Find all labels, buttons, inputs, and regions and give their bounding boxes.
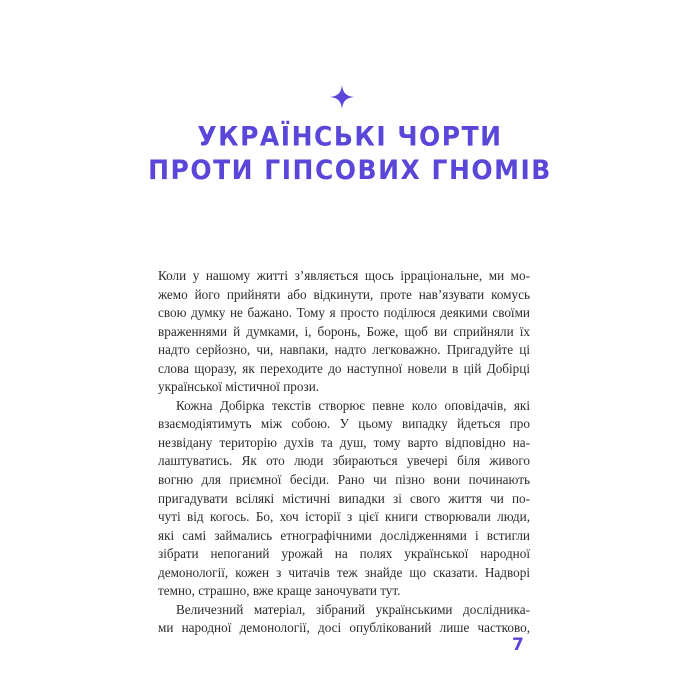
text-line: надто серйозно, чи, навпаки, надто легковажно. Пригадуйте ці bbox=[158, 342, 530, 358]
title-line: УКРАЇНСЬКІ ЧОРТИ bbox=[197, 121, 503, 152]
text-line: взаємодіятимуть між собою. У цьому випадку йдеться про bbox=[158, 416, 530, 432]
text-line: свою думку не бажано. Тому я просто поділюся деякими своїми bbox=[158, 305, 530, 321]
text-line: незвідану територію духів та душ, тому варто відповідно на- bbox=[158, 434, 530, 450]
paragraph bbox=[158, 601, 530, 638]
text-line: які самі займались етнографічними дослідженнями і встигли bbox=[158, 527, 530, 543]
text-line: демонології, кожен з читачів теж знайде що сказати. Надворі bbox=[158, 564, 530, 580]
text-line: зібрати непоганий урожай на полях української народної bbox=[158, 546, 530, 562]
text-line: української містичної прози. bbox=[158, 379, 320, 395]
text-line: пригадувати всілякі містичні випадки зі свого життя чи по- bbox=[158, 490, 530, 506]
text-line: ми народної демонології, досі опублікований лише частково, bbox=[158, 620, 530, 636]
text-line: Коли у нашому житті з’являється щось ірраціональне, ми мо- bbox=[158, 268, 530, 283]
text-line: Кожна Добірка текстів створює певне коло оповідачів, які bbox=[176, 397, 530, 413]
text-line: лаштуватись. Як ото люди збираються увечері біля живого bbox=[158, 453, 530, 469]
text-line: Величезний матеріал, зібраний українськими дослідника- bbox=[176, 601, 530, 617]
paragraph bbox=[158, 397, 530, 601]
text-line: вогню для приємної бесіди. Рано чи пізно вони починають bbox=[158, 472, 530, 488]
page-number: 7 bbox=[512, 635, 524, 655]
text-line: слова щоразу, як переходите до наступної новели в цій Добірці bbox=[158, 360, 530, 376]
body-text bbox=[158, 267, 530, 638]
text-line: темно, страшно, вже краще заночувати тут. bbox=[158, 583, 401, 599]
chapter-title bbox=[0, 120, 700, 187]
text-line: враженнями й думками, і, боронь, Боже, щоб ви сприйняли їх bbox=[158, 323, 530, 339]
text-line: жемо його прийняти або відкинути, проте нав’язувати комусь bbox=[158, 286, 530, 302]
title-line: ПРОТИ ГІПСОВИХ ГНОМІВ bbox=[148, 155, 552, 186]
text-line: чуті від когось. Бо, хоч історії з цієї книги створювали люди, bbox=[158, 509, 530, 525]
four-point-star-icon bbox=[330, 85, 354, 109]
paragraph bbox=[158, 267, 530, 397]
